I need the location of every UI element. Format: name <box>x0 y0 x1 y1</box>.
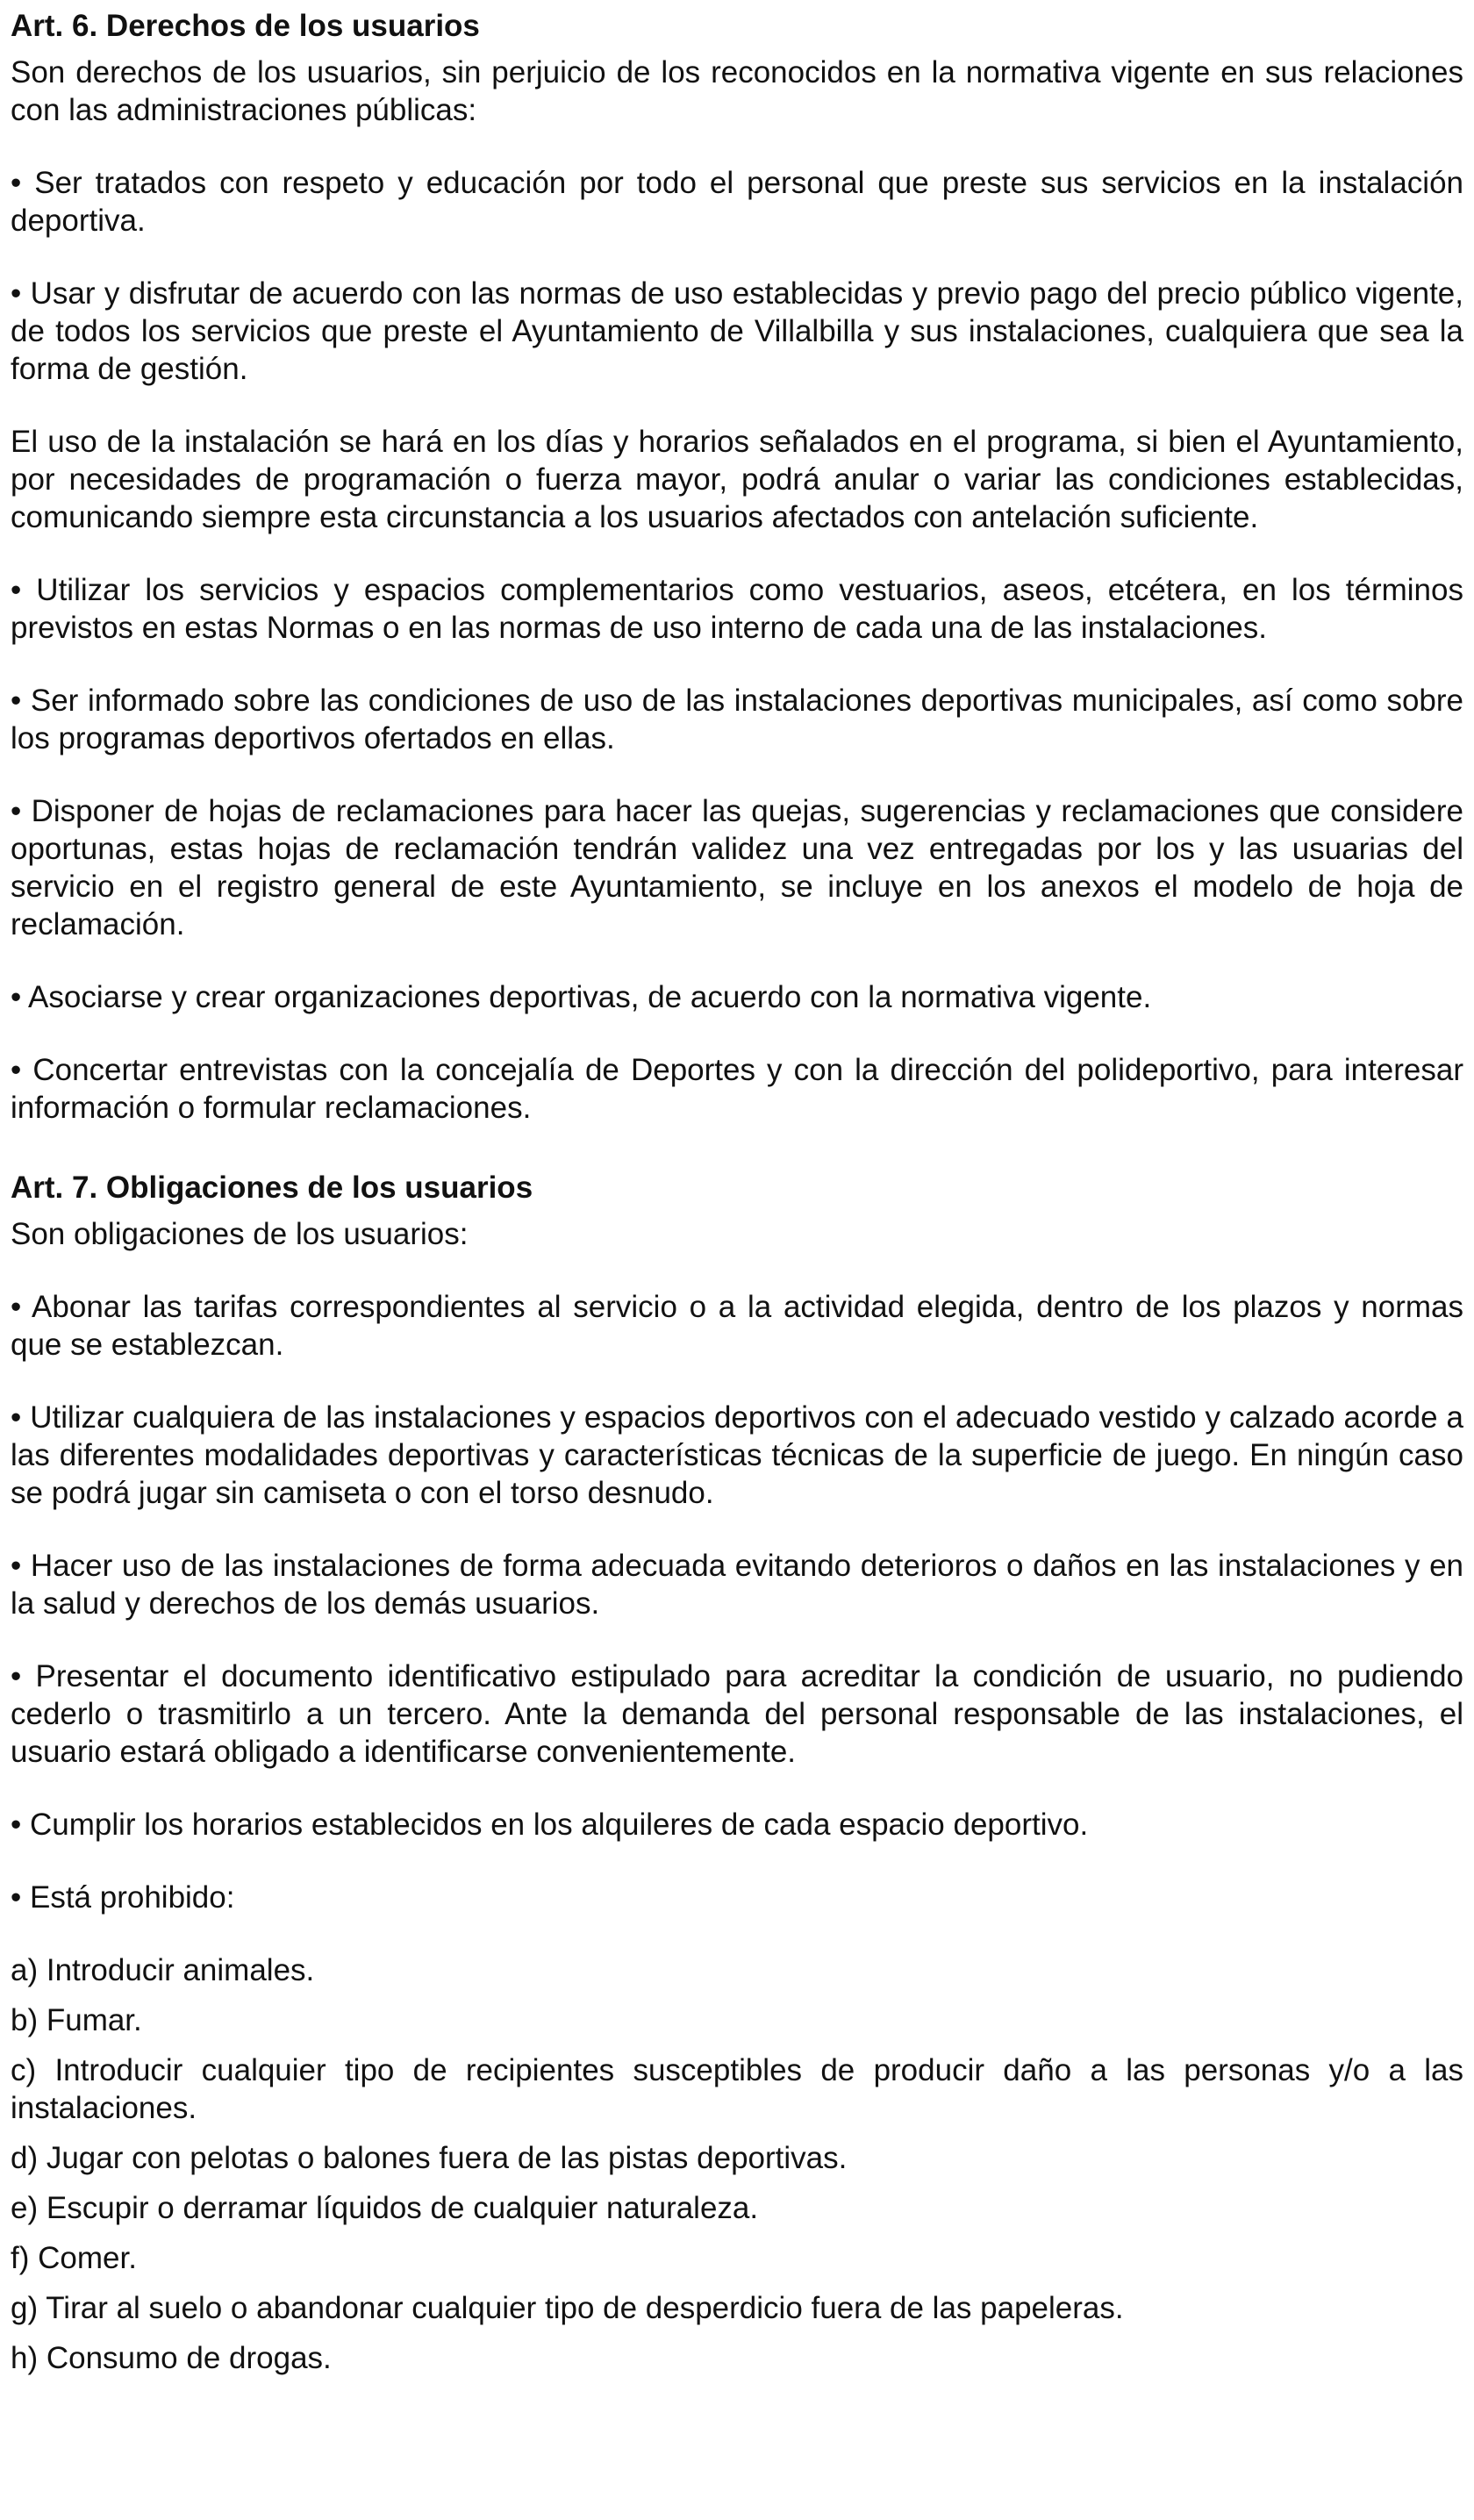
article-7-paragraph: • Cumplir los horarios establecidos en los alquileres de cada espacio deportivo. <box>11 1808 1089 1842</box>
article-6-intro: Son derechos de los usuarios, sin perjuicio de los reconocidos en la normativa vigente en sus relaciones con las administraciones públicas: <box>11 55 1463 127</box>
article-7-paragraph: • Utilizar cualquiera de las instalaciones y espacios deportivos con el adecuado vestido y calzado acorde a las diferentes modalidades deportivas y características técnicas de la superficie de juego. En ningún caso se podrá jugar sin camiseta o con el torso desnudo. <box>11 1400 1463 1510</box>
article-6-paragraph: El uso de la instalación se hará en los días y horarios señalados en el programa, si bien el Ayuntamiento, por necesidades de programación o fuerza mayor, podrá anular o variar las condiciones establecidas, comunicando siempre esta circunstancia a los usuarios afectados con antelación suficiente. <box>11 425 1463 534</box>
article-7-heading: Art. 7. Obligaciones de los usuarios <box>11 1171 533 1205</box>
prohibited-list <box>11 1951 1463 2377</box>
article-6-paragraph: • Asociarse y crear organizaciones deportivas, de acuerdo con la normativa vigente. <box>11 980 1152 1014</box>
article-6-paragraph: • Usar y disfrutar de acuerdo con las normas de uso establecidas y previo pago del precio público vigente, de todos los servicios que preste el Ayuntamiento de Villalbilla y sus instalaciones, cualquiera que sea la forma de gestión. <box>11 276 1463 386</box>
prohibited-item: g) Tirar al suelo o abandonar cualquier tipo de desperdicio fuera de las papeleras. <box>11 2291 1124 2325</box>
prohibited-item: c) Introducir cualquier tipo de recipientes susceptibles de producir daño a las personas y/o a las instalaciones. <box>11 2053 1463 2125</box>
article-7-paragraph: • Hacer uso de las instalaciones de forma adecuada evitando deterioros o daños en las instalaciones y en la salud y derechos de los demás usuarios. <box>11 1549 1463 1621</box>
article-6-paragraph: • Disponer de hojas de reclamaciones para hacer las quejas, sugerencias y reclamaciones que considere oportunas, estas hojas de reclamación tendrán validez una vez entregadas por los y las usuarias del servicio en el registro general de este Ayuntamiento, se incluye en los anexos el modelo de hoja de reclamación. <box>11 794 1463 941</box>
article-6-paragraph: • Utilizar los servicios y espacios complementarios como vestuarios, aseos, etcétera, en los términos previstos en estas Normas o en las normas de uso interno de cada una de las instalaciones. <box>11 573 1463 645</box>
document-page <box>11 7 1463 2377</box>
prohibited-item: e) Escupir o derramar líquidos de cualquier naturaleza. <box>11 2191 759 2225</box>
prohibited-item: a) Introducir animales. <box>11 1953 315 1987</box>
article-7-paragraph: • Presentar el documento identificativo estipulado para acreditar la condición de usuario, no pudiendo cederlo o trasmitirlo a un tercero. Ante la demanda del personal responsable de las instalaciones, el usuario estará obligado a identificarse convenientemente. <box>11 1659 1463 1769</box>
article-6-heading: Art. 6. Derechos de los usuarios <box>11 9 480 43</box>
article-6-paragraph: • Ser informado sobre las condiciones de uso de las instalaciones deportivas municipales, así como sobre los programas deportivos ofertados en ellas. <box>11 684 1463 755</box>
article-6-paragraph: • Ser tratados con respeto y educación por todo el personal que preste sus servicios en la instalación deportiva. <box>11 166 1463 238</box>
prohibited-item: f) Comer. <box>11 2241 137 2275</box>
article-7-paragraph: • Abonar las tarifas correspondientes al servicio o a la actividad elegida, dentro de los plazos y normas que se establezcan. <box>11 1290 1463 1362</box>
article-7-paragraph: • Está prohibido: <box>11 1880 235 1915</box>
prohibited-item: b) Fumar. <box>11 2003 142 2037</box>
article-6-paragraph: • Concertar entrevistas con la concejalía de Deportes y con la dirección del polideportivo, para interesar información o formular reclamaciones. <box>11 1053 1463 1125</box>
prohibited-item: h) Consumo de drogas. <box>11 2341 332 2375</box>
article-7-intro: Son obligaciones de los usuarios: <box>11 1217 469 1251</box>
prohibited-item: d) Jugar con pelotas o balones fuera de las pistas deportivas. <box>11 2141 848 2175</box>
